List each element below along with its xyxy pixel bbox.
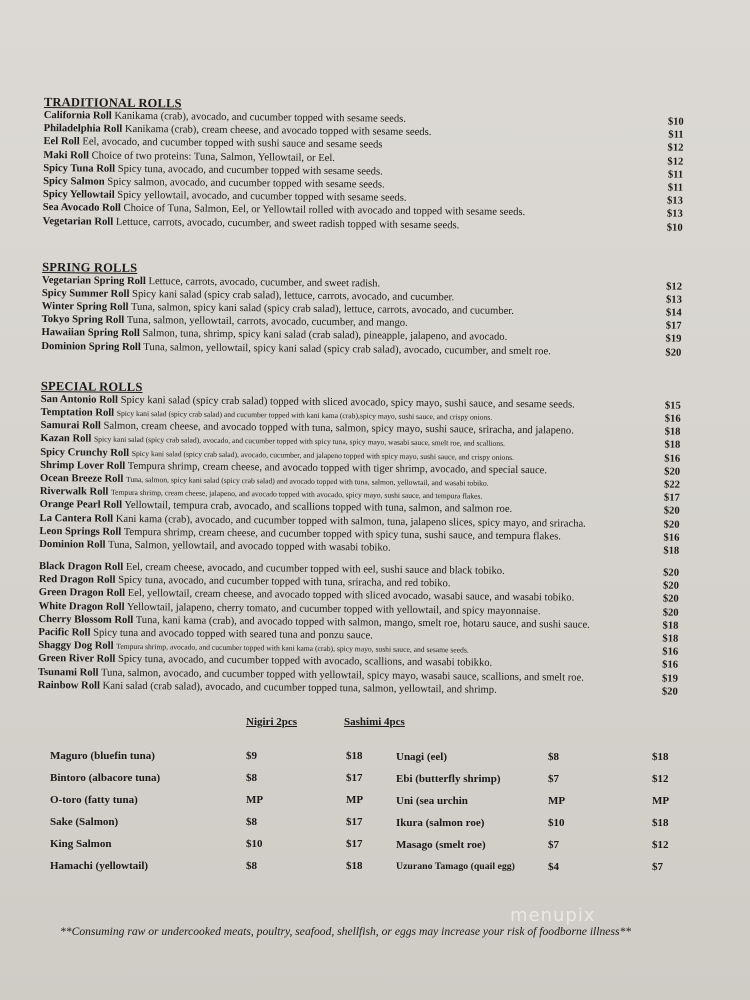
menu-item-name: Spicy Summer Roll <box>41 287 130 300</box>
sashimi-price: $18 <box>652 817 669 829</box>
nigiri-price: $8 <box>246 860 257 872</box>
nigiri-price: MP <box>246 794 264 806</box>
menu-item-price: $20 <box>663 505 680 517</box>
menu-item-name: Riverwalk Roll <box>39 486 109 498</box>
sashimi-price: $17 <box>346 772 363 784</box>
menu-item-description: Kani salad (crab salad), avocado, and cucumber topped tuna, salmon, yellowtail, and shrimp. <box>102 680 497 696</box>
menu-item-description: Tempura shrimp, cream cheese, and cucumber topped with spicy tuna, sushi sauce, and tempura flakes. <box>123 526 562 543</box>
nigiri-price: $7 <box>548 839 559 851</box>
menu-item-name: Eel Roll <box>43 136 80 148</box>
nigiri-price: $8 <box>246 816 257 828</box>
section-title-special: SPECIAL ROLLS <box>40 378 143 394</box>
menu-item-price: $19 <box>661 673 678 685</box>
nigiri-price: $7 <box>548 773 559 785</box>
sashimi-price: $7 <box>652 861 663 873</box>
special-rolls-section <box>38 379 681 699</box>
menu-item-price: $16 <box>662 646 679 658</box>
menu-item-name: Philadelphia Roll <box>43 123 123 136</box>
menu-item-name: Sea Avocado Roll <box>42 202 121 215</box>
menu-item-price: $20 <box>663 519 680 531</box>
sashimi-price: $12 <box>652 839 669 851</box>
menu-item-price: $11 <box>667 182 684 194</box>
menu-item-name: Green River Roll <box>38 653 116 666</box>
menu-item-description: Lettuce, carrots, avocado, cucumber, and sweet radish. <box>148 275 381 290</box>
menu-item-price: $20 <box>662 607 679 619</box>
menu-item-description: Kani kama (crab), avocado, and cucumber topped with salmon, tuna, jalapeno slices, spicy mayo, and sriracha. <box>115 513 586 530</box>
fish-name: Sake (Salmon) <box>50 816 119 828</box>
sashimi-price: $12 <box>652 773 669 785</box>
menu-item-price: $22 <box>664 479 681 491</box>
nigiri-price: $10 <box>548 817 565 829</box>
menu-item-price: $20 <box>662 580 679 592</box>
menu-item-name: Green Dragon Roll <box>38 587 126 600</box>
menu-item-description: Spicy kani salad (spicy crab salad) topped with sliced avocado, spicy mayo, sushi sauce, and sesame seeds. <box>120 394 575 411</box>
menu-item-description: Yellowtail, tempura crab, avocado, and scallions topped with tuna, salmon, and salmon roe. <box>124 500 513 516</box>
menu-item-price: $20 <box>664 466 681 478</box>
menu-item-description: Spicy tuna, avocado, and cucumber topped with avocado, scallions, and wasabi tobikko. <box>117 654 493 670</box>
nigiri-price: $4 <box>548 861 559 873</box>
sashimi-price: $17 <box>346 816 363 828</box>
menu-item-name: Samurai Roll <box>40 420 101 432</box>
menu-item-description: Salmon, tuna, shrimp, spicy kani salad (crab salad), pineapple, jalapeno, and avocado. <box>142 328 508 344</box>
menu-item-description: Spicy yellowtail, avocado, and cucumber topped with sesame seeds. <box>117 189 407 204</box>
menu-item-description: Kanikama (crab), cream cheese, and avocado topped with sesame seeds. <box>124 124 432 139</box>
menu-item-name: California Roll <box>43 109 112 122</box>
menu-item-name: San Antonio Roll <box>40 393 119 406</box>
menu-item-name: Pacific Roll <box>38 626 91 639</box>
menu-item-price: $18 <box>662 633 679 645</box>
menu-item-name: White Dragon Roll <box>38 600 125 613</box>
menu-item-price: $20 <box>661 686 678 698</box>
menu-item-price: $16 <box>662 659 679 672</box>
sashimi-price: $18 <box>346 860 363 872</box>
menu-item-price: $11 <box>668 129 684 141</box>
spring-rolls-section <box>41 260 682 360</box>
menu-item-description: Choice of two proteins: Tuna, Salmon, Yellowtail, or Eel. <box>91 150 336 164</box>
menu-item-price: $15 <box>664 400 681 412</box>
fish-name: Bintoro (albacore tuna) <box>50 772 161 784</box>
menu-item-name: Tsunami Roll <box>37 666 99 679</box>
nigiri-price: MP <box>548 795 566 807</box>
menu-item-price: $17 <box>663 492 680 504</box>
menu-item-name: Tokyo Spring Roll <box>41 314 125 327</box>
menu-item-name: Black Dragon Roll <box>39 561 124 573</box>
menu-item-name: Vegetarian Spring Roll <box>42 274 146 287</box>
nigiri-price: $9 <box>246 750 257 762</box>
sashimi-price: MP <box>346 794 364 806</box>
menu-item-name: Dominion Roll <box>39 538 106 551</box>
menu-item-name: Hawaiian Spring Roll <box>41 327 140 340</box>
menu-item-price: $10 <box>666 222 683 234</box>
menu-item-price: $13 <box>666 195 683 207</box>
nigiri-header: Nigiri 2pcs <box>246 716 298 728</box>
menu-item-name: Shrimp Lover Roll <box>40 459 126 472</box>
nigiri-sashimi-table <box>44 712 694 882</box>
menu-item-price: $12 <box>666 281 683 293</box>
menu-item-price: $18 <box>664 426 681 438</box>
menu-item-description: Salmon, cream cheese, and avocado topped with tuna, salmon, spicy mayo, sushi sauce, sriracha, and jalapeno. <box>103 420 574 437</box>
menu-item-description: Spicy tuna, avocado, and cucumber topped with sesame seeds. <box>117 163 383 178</box>
menu-item-price: $16 <box>663 532 680 544</box>
section-title-traditional: TRADITIONAL ROLLS <box>43 95 182 111</box>
menu-item-description: Eel, yellowtail, cream cheese, and avocado topped with sliced avocado, wasabi sauce, and wasabi tobiko. <box>127 588 575 605</box>
menu-item-name: Orange Pearl Roll <box>39 499 123 512</box>
menu-item-name: La Cantera Roll <box>39 512 114 525</box>
sashimi-price: $17 <box>346 838 363 850</box>
menu-item-description: Kanikama (crab), avocado, and cucumber topped with sesame seeds. <box>114 110 406 125</box>
fish-name: Ebi (butterfly shrimp) <box>396 773 501 785</box>
menu-item-description: Spicy tuna and avocado topped with seared tuna and ponzu sauce. <box>93 627 373 642</box>
menu-item-name: Red Dragon Roll <box>38 574 116 587</box>
menu-item-description: Tuna, salmon, spicy kani salad (spicy crab salad) and avocado topped with tuna, salmon, yellowtail, and wasabi tobiko. <box>125 474 489 488</box>
menu-item-description: Spicy salmon, avocado, and cucumber topped with sesame seeds. <box>107 176 385 191</box>
menu-item-description: Tempura shrimp, cream cheese, jalapeno, and avocado topped with avocado, spicy mayo, sushi sauce, and tempura flakes. <box>111 487 483 501</box>
menu-item-name: Maki Roll <box>43 149 90 162</box>
menu-item-name: Rainbow Roll <box>37 679 100 692</box>
menu-item-price: $16 <box>664 413 681 425</box>
nigiri-price: $8 <box>246 772 257 784</box>
menu-item-description: Spicy tuna, avocado, and cucumber topped with tuna, sriracha, and red tobiko. <box>118 575 451 590</box>
food-safety-notice: **Consuming raw or undercooked meats, poultry, seafood, shellfish, or eggs may increase your risk of foodborne illness** <box>60 925 632 938</box>
menu-item-price: $17 <box>665 320 682 332</box>
menu-item-description: Spicy kani salad (spicy crab salad), avocado, and cucumber topped with spicy tuna, spicy mayo, wasabi sauce, smelt roe, and scallions. <box>93 434 505 449</box>
watermark: menupix <box>510 905 596 926</box>
menu-item-price: $20 <box>663 567 680 579</box>
fish-name: Masago (smelt roe) <box>396 839 486 851</box>
menu-item-name: Ocean Breeze Roll <box>39 472 124 485</box>
menu-item-price: $13 <box>665 294 682 306</box>
menu-item-name: Spicy Tuna Roll <box>43 162 116 175</box>
menu-item-description: Tuna, salmon, avocado, and cucumber topped with yellowtail, spicy mayo, wasabi sauce, scallions, and smelt roe. <box>100 667 584 684</box>
fish-name: O-toro (fatty tuna) <box>50 794 138 806</box>
menu-item-description: Spicy kani salad (spicy crab salad), avocado, cucumber, and jalapeno topped with spicy mayo, sushi sauce, and crispy onions. <box>131 448 515 462</box>
menu-item-description: Spicy kani salad (spicy crab salad) and cucumber topped with kani kama (crab),spicy mayo, sushi sauce, and crispy onions. <box>116 408 493 422</box>
menu-item-name: Spicy Salmon <box>43 175 105 188</box>
nigiri-price: $8 <box>548 751 559 763</box>
menu-item-description: Eel, avocado, and cucumber topped with sushi sauce and sesame seeds <box>82 136 383 151</box>
menu-item-price: $10 <box>667 116 684 128</box>
menu-item-description: Tuna, salmon, yellowtail, carrots, avocado, cucumber, and mango. <box>126 315 408 330</box>
fish-name: Unagi (eel) <box>396 751 448 763</box>
menu-item-description: Tuna, Salmon, yellowtail, and avocado topped with wasabi tobiko. <box>107 539 391 554</box>
menu-item-name: Spicy Crunchy Roll <box>40 446 130 459</box>
menu-item-price: $16 <box>664 453 681 465</box>
menu-item-price: $18 <box>664 439 681 452</box>
menu-item-description: Lettuce, carrots, avocado, cucumber, and sweet radish topped with sesame seeds. <box>115 216 460 231</box>
menu-item-price: $12 <box>667 142 684 155</box>
menu-item-description: Tuna, salmon, spicy kani salad (spicy crab salad), lettuce, carrots, avocado, and cucumber. <box>130 301 514 317</box>
menu-item-price: $12 <box>667 156 684 168</box>
menu-item-price: $20 <box>662 593 679 606</box>
sashimi-header: Sashimi 4pcs <box>344 716 405 728</box>
menu-item-description: Eel, cream cheese, avocado, and cucumber topped with eel, sushi sauce and black tobiko. <box>125 561 505 577</box>
sashimi-price: $18 <box>346 750 363 762</box>
menu-item-price: $18 <box>663 545 680 557</box>
fish-name: Ikura (salmon roe) <box>396 817 485 829</box>
menu-item-description: Tempura shrimp, avocado, and cucumber topped with kani kama (crab), spicy mayo, sushi sauce, and sesame seeds. <box>116 641 469 655</box>
sashimi-price: MP <box>652 795 670 807</box>
menu-item-name: Dominion Spring Roll <box>41 340 141 353</box>
menu-item-name: Kazan Roll <box>40 433 92 445</box>
menu-item-name: Vegetarian Roll <box>42 215 114 228</box>
menu-item-name: Shaggy Dog Roll <box>38 640 114 652</box>
nigiri-price: $10 <box>246 838 263 850</box>
menu-item-description: Tuna, kani kama (crab), and avocado topped with salmon, mango, smelt roe, hotaru sauce, and sushi sauce. <box>135 614 590 631</box>
fish-name: Maguro (bluefin tuna) <box>50 750 155 762</box>
menu-item-name: Temptation Roll <box>40 406 115 419</box>
menu-item-name: Leon Springs Roll <box>39 525 122 538</box>
menu-item-price: $20 <box>665 347 682 359</box>
menu-item-price: $14 <box>665 307 682 319</box>
menu-item-price: $11 <box>667 169 684 181</box>
menu-item-price: $13 <box>666 208 683 221</box>
fish-name: Hamachi (yellowtail) <box>50 860 149 872</box>
section-title-spring: SPRING ROLLS <box>42 259 138 275</box>
fish-name: Uni (sea urchin <box>396 795 468 807</box>
menu-item-description: Choice of Tuna, Salmon, Eel, or Yellowtail rolled with avocado and topped with sesame seeds. <box>123 203 526 219</box>
fish-name: Uzurano Tamago (quail egg) <box>396 861 515 872</box>
menu-item-name: Spicy Yellowtail <box>42 189 115 201</box>
menu-item-name: Winter Spring Roll <box>41 301 129 313</box>
menu-item-name: Cherry Blossom Roll <box>38 613 134 626</box>
fish-name: King Salmon <box>50 838 112 850</box>
menu-item-description: Spicy kani salad (spicy crab salad), lettuce, carrots, avocado, and cucumber. <box>132 288 455 304</box>
menu-item-description: Yellowtail, jalapeno, cherry tomato, and cucumber topped with yellowtail, and spicy mayonnaise. <box>126 601 541 617</box>
menu-item-price: $19 <box>665 333 682 346</box>
rolls-menu <box>38 95 684 699</box>
menu-item-description: Tempura shrimp, cream cheese, and avocado topped with tiger shrimp, avocado, and special sauce. <box>127 460 548 477</box>
menu-item-description: Tuna, salmon, yellowtail, spicy kani salad (spicy crab salad), avocado, cucumber, and smelt roe. <box>143 341 551 357</box>
traditional-rolls-section <box>43 95 684 234</box>
sashimi-price: $18 <box>652 751 669 763</box>
menu-item-price: $18 <box>662 620 679 632</box>
